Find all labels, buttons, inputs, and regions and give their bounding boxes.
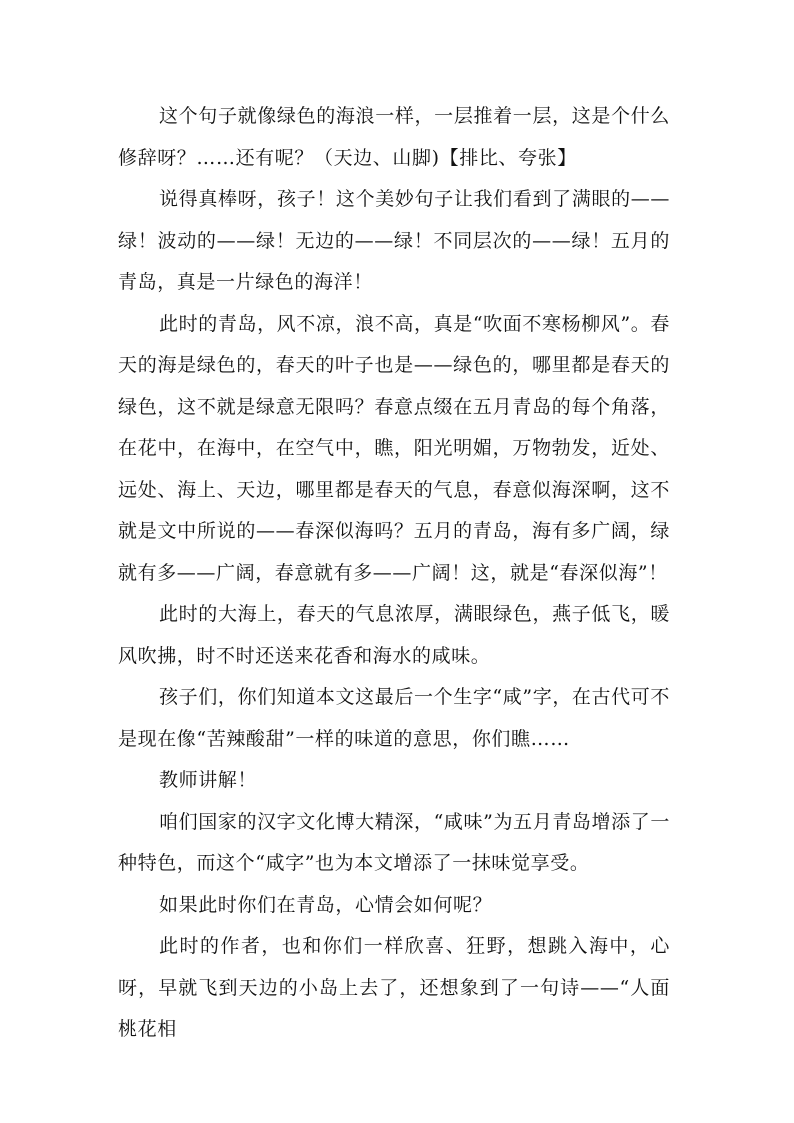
document-body: [118, 96, 670, 1051]
paragraph-8: 如果此时你们在青岛，心情会如何呢？: [159, 893, 493, 916]
paragraph-1: 这个句子就像绿色的海浪一样，一层推着一层，这是个什么修辞呀？……还有呢？（天边、山脚)【排比、夸张】: [118, 105, 670, 169]
paragraph-4: 此时的大海上，春天的气息浓厚，满眼绿色，燕子低飞，暖风吹拂，时不时还送来花香和海水的咸味。: [118, 603, 670, 667]
paragraph-5: 孩子们，你们知道本文这最后一个生字“咸”字，在古代可不是现在像“苦辣酸甜”一样的味道的意思，你们瞧……: [118, 686, 670, 750]
paragraph-9: 此时的作者，也和你们一样欣喜、狂野，想跳入海中，心呀，早就飞到天边的小岛上去了，还想象到了一句诗——“人面桃花相: [118, 935, 670, 1040]
paragraph-6: 教师讲解！: [159, 769, 258, 791]
paragraph-3: 此时的青岛，风不凉，浪不高，真是“吹面不寒杨柳风”。春天的海是绿色的，春天的叶子也是——绿色的，哪里都是春天的绿色，这不就是绿意无限吗？春意点缀在五月青岛的每个角落，在花中，在海中，在空气中，瞧，阳光明媚，万物勃发，近处、远处、海上、天边，哪里都是春天的气息，春意似海深啊，这不就是文中所说的——春深似海吗？五月的青岛，海有多广阔，绿就有多——广阔，春意就有多——广阔！这，就是“春深似海”！: [118, 312, 670, 584]
paragraph-2: 说得真棒呀，孩子！这个美妙句子让我们看到了满眼的——绿！波动的——绿！无边的——绿！不同层次的——绿！五月的青岛，真是一片绿色的海洋！: [118, 188, 670, 293]
paragraph-7: 咱们国家的汉字文化博大精深，“咸味”为五月青岛增添了一种特色，而这个“咸字”也为本文增添了一抹味觉享受。: [118, 810, 670, 874]
